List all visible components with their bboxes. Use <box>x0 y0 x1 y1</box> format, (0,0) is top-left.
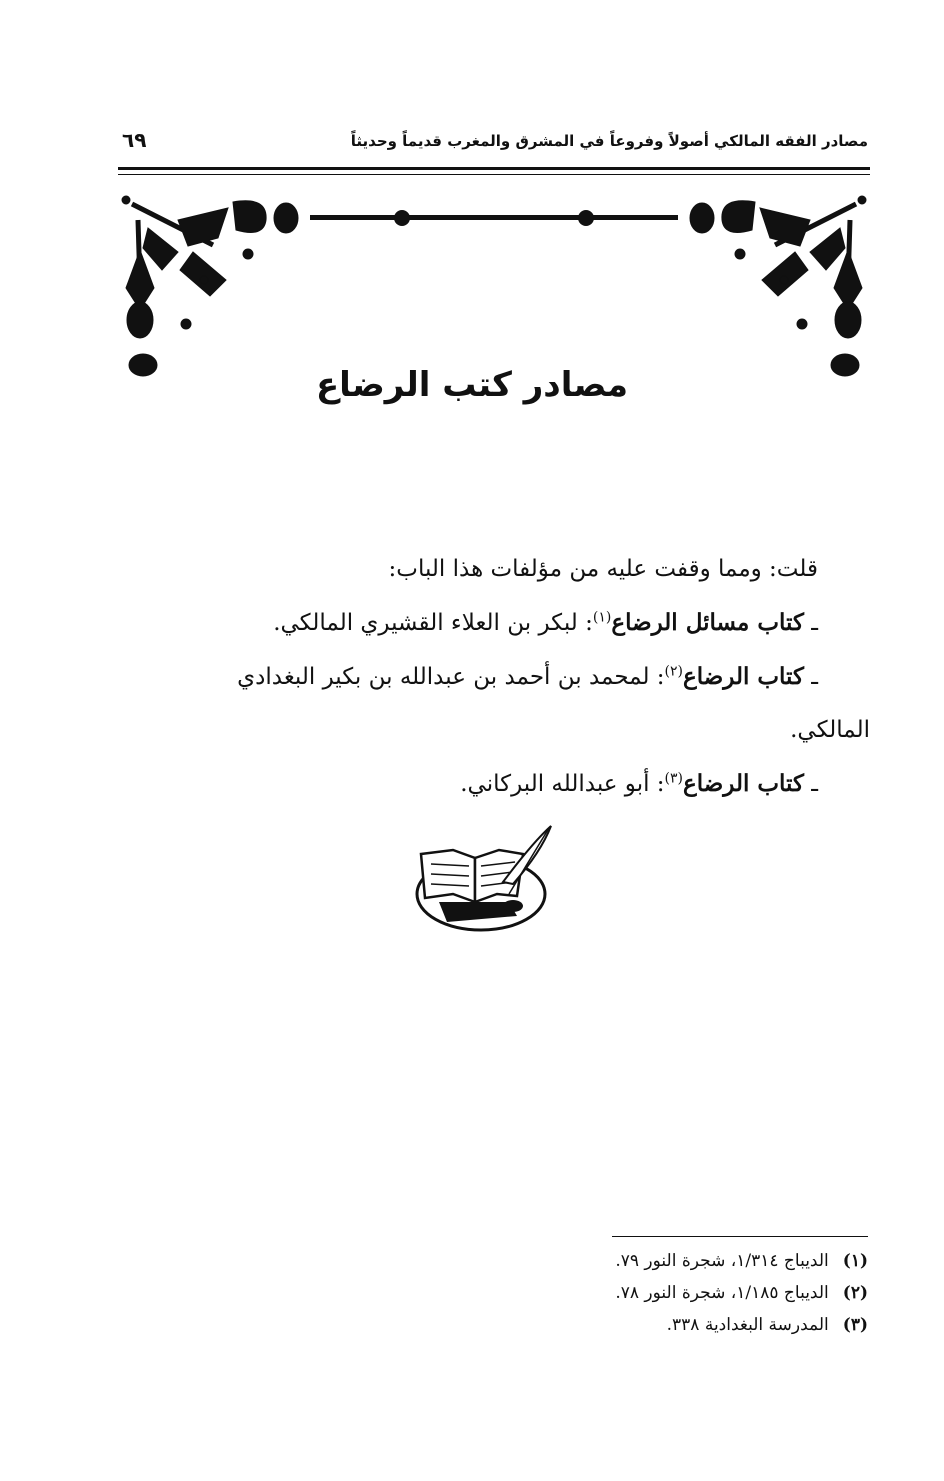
chapter-title: مصادر كتب الرضاع <box>315 365 629 405</box>
footnote-ref-3[interactable]: (٣) <box>664 770 684 787</box>
footnote-3: (٣)المدرسة البغدادية ٣٣٨. <box>666 1315 868 1335</box>
entry-1-text: : لبكر بن العلاء القشيري المالكي. <box>273 610 593 636</box>
ornament-left-corner <box>122 196 298 376</box>
footnotes <box>500 1245 868 1341</box>
footnote-ref-2[interactable]: (٢) <box>664 663 684 680</box>
entry-2-text: : لمحمد بن أحمد بن عبدالله بن بكير البغدادي <box>237 664 665 690</box>
entry-3: ـ كتاب الرضاع$^{(٣)}$: أبو عبدالله البركاني. <box>460 770 818 797</box>
entry-1-title: كتاب مسائل الرضاع <box>611 609 804 636</box>
footnote-rule <box>612 1236 868 1237</box>
ornament-frame <box>118 190 870 390</box>
book-quill-icon <box>413 822 553 932</box>
ornament-top-bar <box>310 210 678 226</box>
running-header <box>118 128 868 158</box>
header-rule-thick <box>118 167 870 170</box>
page-number: ٦٩ <box>122 128 147 152</box>
entry-2-continuation: المالكي. <box>790 717 870 743</box>
entry-3-text: : أبو عبدالله البركاني. <box>460 771 665 797</box>
main-text <box>118 543 870 811</box>
entry-3-title: كتاب الرضاع <box>683 770 804 797</box>
entry-2-title: كتاب الرضاع <box>683 663 804 690</box>
footnote-2: (٢)الديباج ١/١٨٥، شجرة النور ٧٨. <box>615 1283 868 1303</box>
entry-2: ـ كتاب الرضاع$^{(٢)}$: لمحمد بن أحمد بن عبدالله بن بكير البغدادي <box>237 663 818 690</box>
intro-line: قلت: ومما وقفت عليه من مؤلفات هذا الباب: <box>388 556 818 582</box>
header-rule-thin <box>118 174 870 175</box>
ornament-right-corner <box>690 196 866 376</box>
footnote-ref-1[interactable]: (١) <box>592 609 612 626</box>
running-title: مصادر الفقه المالكي أصولاً وفروعاً في المشرق والمغرب قديماً وحديثاً <box>350 132 868 150</box>
footnote-1: (١)الديباج ١/٣١٤، شجرة النور ٧٩. <box>615 1251 868 1271</box>
entry-1: ـ كتاب مسائل الرضاع$^{(١)}$: لبكر بن العلاء القشيري المالكي. <box>273 609 818 636</box>
